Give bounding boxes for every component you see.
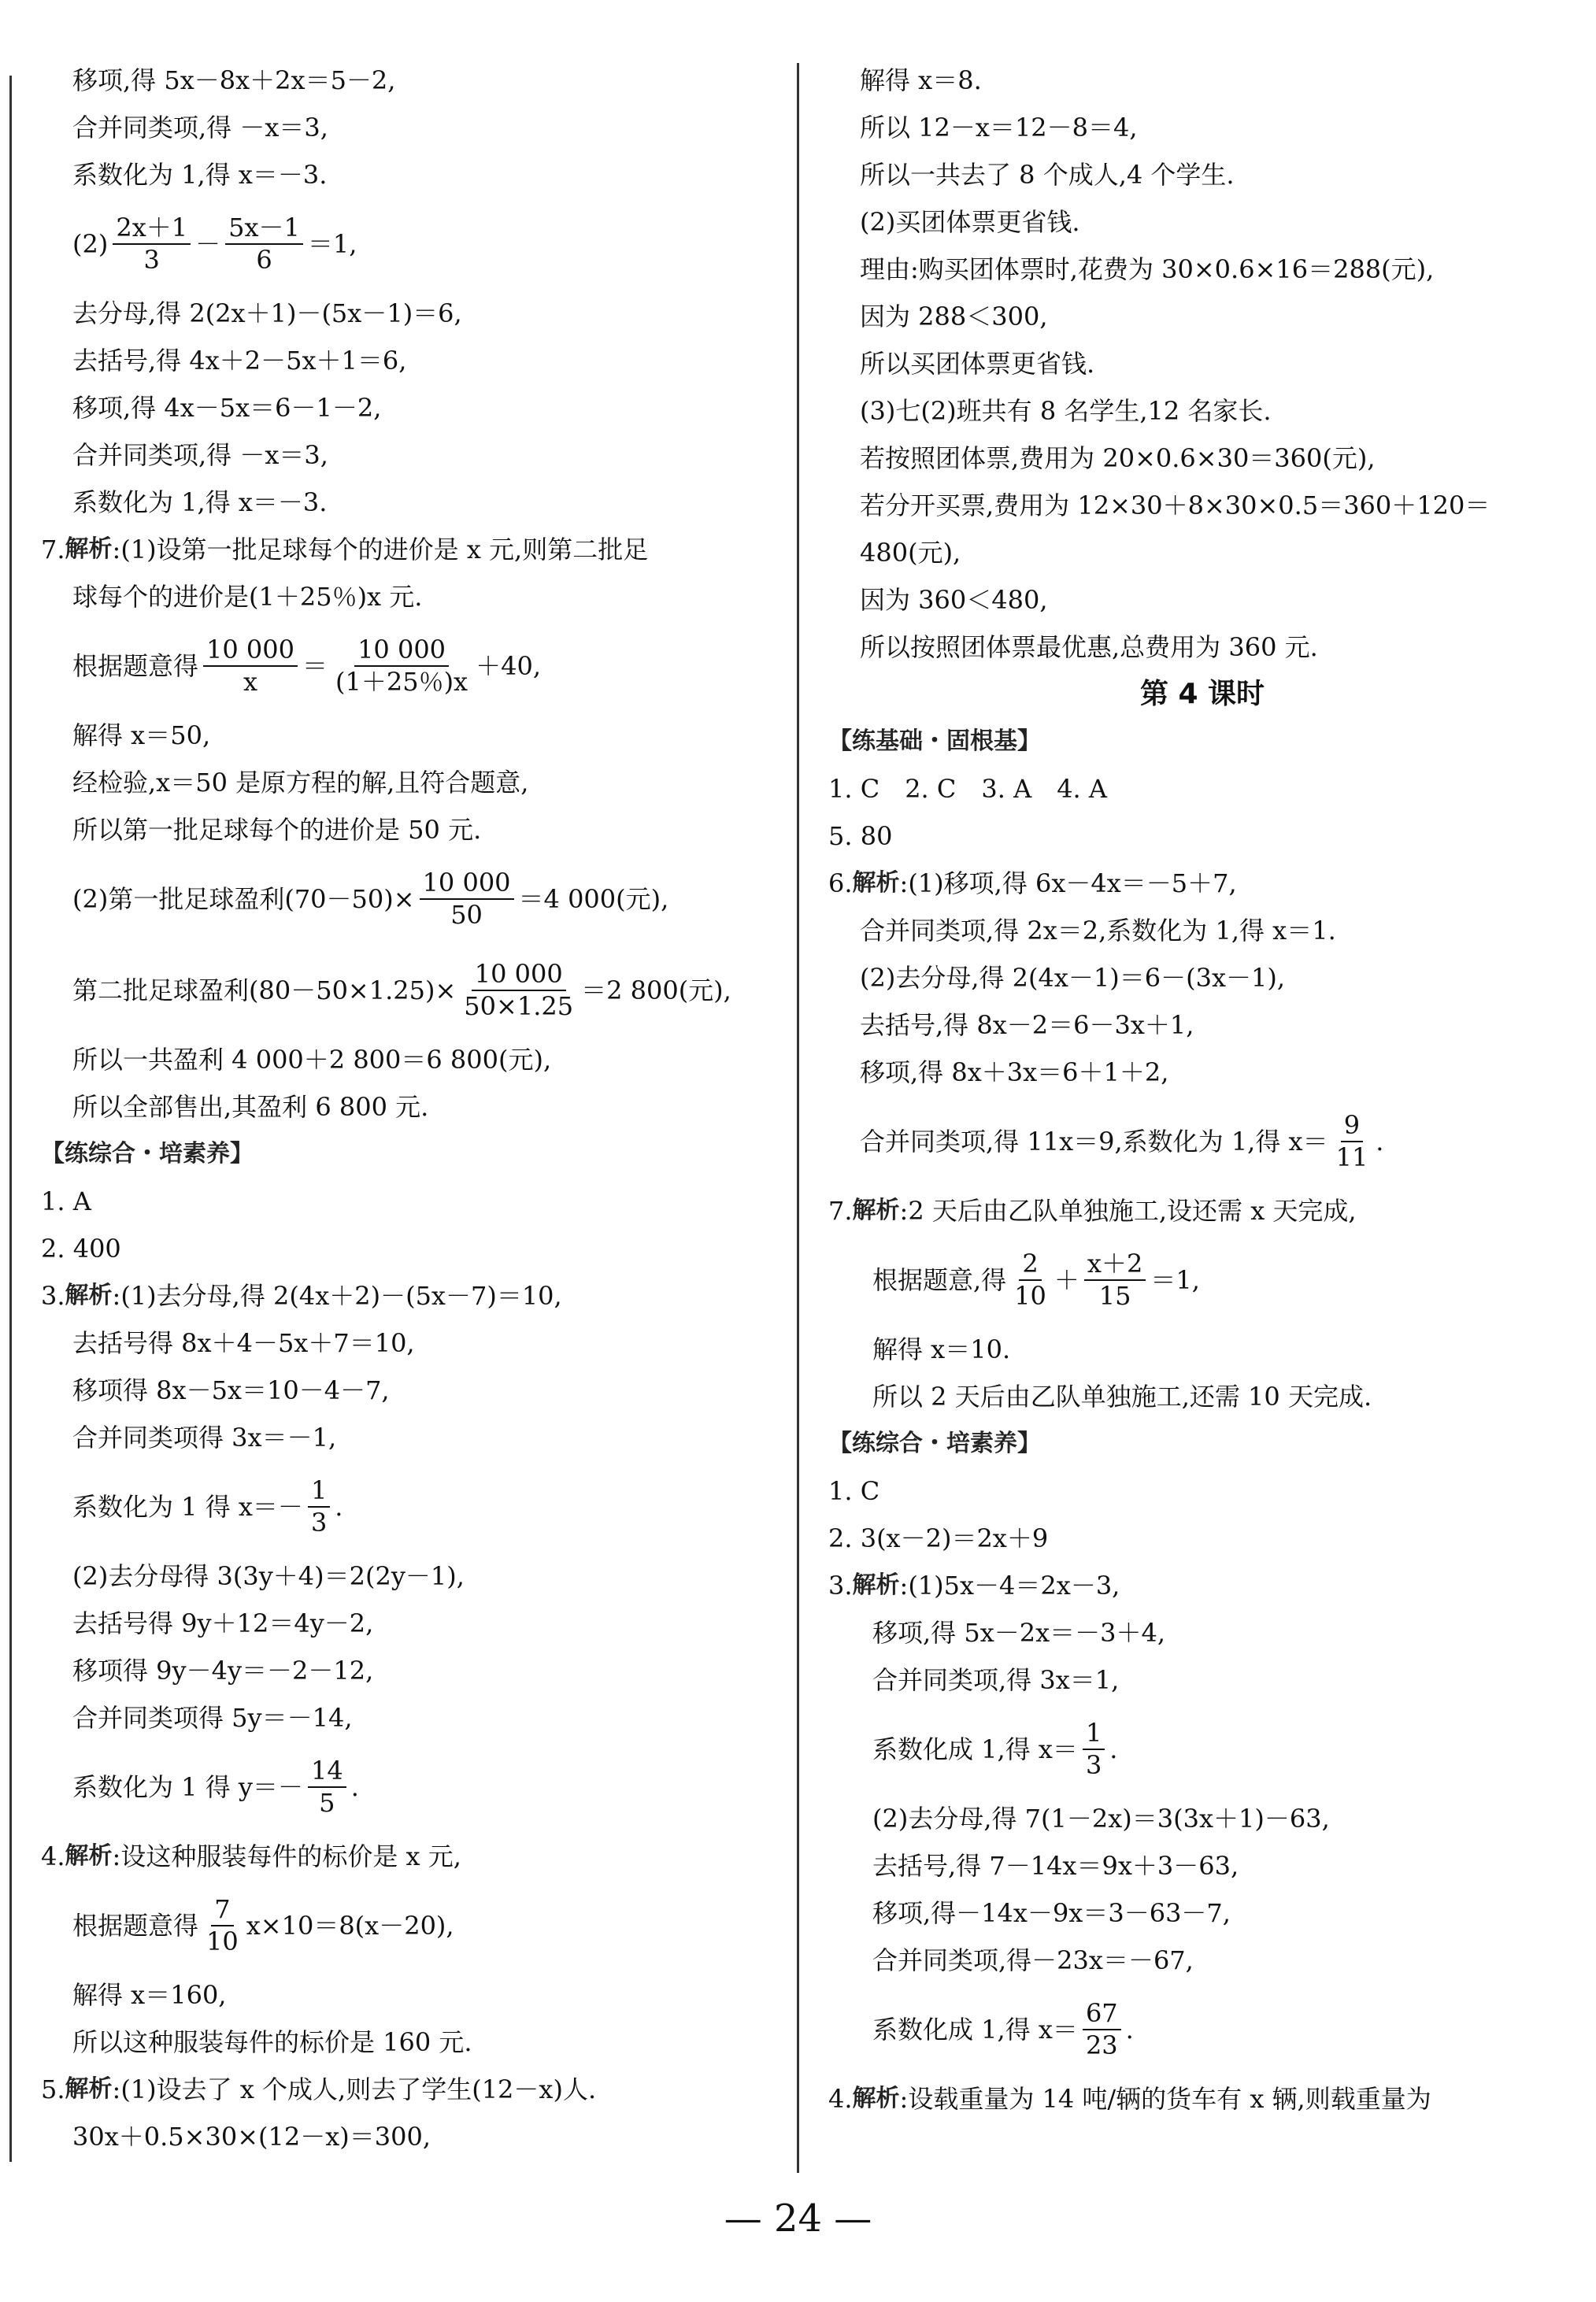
denominator: x bbox=[243, 667, 258, 697]
text-line: 合并同类项,得 －x＝3, bbox=[72, 113, 328, 142]
equation-line bbox=[828, 1096, 1576, 1187]
denominator: 10 bbox=[1014, 1281, 1046, 1311]
denominator: 3 bbox=[310, 1508, 328, 1538]
left-column bbox=[41, 57, 789, 2160]
answer-line: 1. C bbox=[828, 1476, 880, 1506]
answer-line: 1. C 2. C 3. A 4. A bbox=[828, 774, 1108, 804]
text-span: :设这种服装每件的标价是 x 元, bbox=[112, 1841, 461, 1871]
equation-line bbox=[41, 1880, 789, 1971]
section-heading bbox=[828, 718, 1576, 765]
text-span: :设载重量为 14 吨/辆的货车有 x 辆,则载重量为 bbox=[899, 2084, 1431, 2114]
text-line: 所以全部售出,其盈利 6 800 元. bbox=[72, 1092, 429, 1122]
text-span: 合并同类项,得 11x＝9,系数化为 1,得 x＝ bbox=[860, 1127, 1328, 1157]
equation-line bbox=[41, 853, 789, 945]
text-line: (2)去分母得 3(3y＋4)＝2(2y－1), bbox=[72, 1561, 465, 1591]
fraction bbox=[113, 214, 191, 274]
analysis-label: 解析 bbox=[852, 1571, 900, 1599]
denominator: 3 bbox=[1085, 1750, 1102, 1780]
text-span: 系数化为 1 得 y＝－ bbox=[72, 1772, 303, 1802]
text-line: 合并同类项,得 2x＝2,系数化为 1,得 x＝1. bbox=[860, 916, 1336, 946]
text-line: 合并同类项得 3x＝－1, bbox=[72, 1423, 337, 1453]
text-line: 球每个的进价是(1＋25％)x 元. bbox=[72, 582, 423, 612]
numerator: 10 000 bbox=[420, 869, 514, 900]
equation-line bbox=[41, 198, 789, 290]
text-line: 所以按照团体票最优惠,总费用为 360 元. bbox=[860, 632, 1318, 662]
text-line: 若分开买票,费用为 12×30＋8×30×0.5＝360＋120＝ bbox=[860, 490, 1490, 520]
text-line: (3)七(2)班共有 8 名学生,12 名家长. bbox=[860, 396, 1272, 426]
numerator: 2 bbox=[1019, 1250, 1041, 1281]
fraction bbox=[461, 960, 576, 1020]
section-heading bbox=[41, 1131, 789, 1178]
text-span: :(1)设第一批足球每个的进价是 x 元,则第二批足 bbox=[112, 535, 649, 564]
text-line: 480(元), bbox=[860, 538, 961, 568]
text-line: 所以 12－x＝12－8＝4, bbox=[860, 113, 1138, 142]
text-span: :(1)去分母,得 2(4x＋2)－(5x－7)＝10, bbox=[112, 1281, 562, 1311]
numerator: 2x＋1 bbox=[113, 214, 191, 245]
text-line: (2)买团体票更省钱. bbox=[860, 207, 1080, 237]
question-number: 7. bbox=[41, 535, 65, 564]
text-line: 若按照团体票,费用为 20×0.6×30＝360(元), bbox=[860, 443, 1376, 473]
denominator: 6 bbox=[256, 245, 272, 275]
text-span: ＝ bbox=[302, 651, 328, 681]
text-span: . bbox=[1125, 2015, 1134, 2045]
text-span: 根据题意,得 bbox=[872, 1265, 1007, 1295]
question-5 bbox=[41, 2066, 789, 2113]
text-line: 系数化为 1,得 x＝－3. bbox=[72, 160, 328, 190]
section-heading bbox=[828, 1420, 1576, 1467]
text-line: 解得 x＝160, bbox=[72, 1980, 227, 2010]
text-line: 移项,得 5x－8x＋2x＝5－2, bbox=[72, 65, 396, 95]
text-line: 移项,得 5x－2x＝－3＋4, bbox=[872, 1618, 1166, 1648]
analysis-label: 解析 bbox=[65, 1842, 113, 1870]
fraction bbox=[308, 1757, 346, 1817]
text-span: (2) bbox=[72, 229, 109, 259]
text-span: :(1)设去了 x 个成人,则去了学生(12－x)人. bbox=[112, 2074, 597, 2104]
fraction bbox=[1011, 1250, 1050, 1310]
analysis-label: 解析 bbox=[65, 535, 113, 563]
equation-line bbox=[828, 1234, 1576, 1326]
text-line: 所以第一批足球每个的进价是 50 元. bbox=[72, 815, 482, 845]
text-line: 所以一共去了 8 个成人,4 个学生. bbox=[860, 160, 1235, 190]
text-line: 系数化为 1,得 x＝－3. bbox=[72, 487, 328, 517]
denominator: 50 bbox=[450, 900, 483, 930]
text-line: 去括号得 8x＋4－5x＋7＝10, bbox=[72, 1328, 415, 1358]
fraction bbox=[1333, 1109, 1372, 1172]
text-line: 解得 x＝8. bbox=[860, 65, 982, 95]
fraction bbox=[203, 1893, 242, 1956]
analysis-label: 解析 bbox=[852, 2085, 900, 2112]
denominator: 5 bbox=[319, 1788, 335, 1818]
section-label: 【练综合・培素养】 bbox=[828, 1430, 1041, 1457]
text-span: :(1)移项,得 6x－4x＝－5＋7, bbox=[899, 868, 1237, 898]
question-3 bbox=[828, 1562, 1576, 1609]
text-line: 所以买团体票更省钱. bbox=[860, 349, 1095, 379]
left-border-line bbox=[9, 76, 12, 2162]
analysis-label: 解析 bbox=[852, 869, 900, 897]
text-line: 合并同类项,得－23x＝－67, bbox=[872, 1945, 1194, 1975]
text-line: 理由:购买团体票时,花费为 30×0.6×16＝288(元), bbox=[860, 254, 1435, 284]
analysis-label: 解析 bbox=[65, 2075, 113, 2103]
section-label: 【练综合・培素养】 bbox=[41, 1140, 254, 1168]
text-span: x×10＝8(x－20), bbox=[246, 1911, 454, 1941]
question-3 bbox=[41, 1272, 789, 1319]
lesson-heading: 第 4 课时 bbox=[1139, 678, 1265, 710]
text-line: 移项得 8x－5x＝10－4－7, bbox=[72, 1375, 390, 1405]
text-span: . bbox=[335, 1492, 343, 1522]
text-line: 合并同类项得 5y＝－14, bbox=[72, 1703, 353, 1733]
text-line: 解得 x＝50, bbox=[72, 720, 211, 750]
text-line: 所以 2 天后由乙队单独施工,还需 10 天完成. bbox=[872, 1382, 1372, 1412]
text-span: 第二批足球盈利(80－50×1.25)× bbox=[72, 975, 457, 1005]
fraction bbox=[1083, 1997, 1121, 2060]
numerator: x＋2 bbox=[1084, 1250, 1146, 1281]
numerator: 9 bbox=[1341, 1112, 1363, 1142]
text-line: 合并同类项,得 －x＝3, bbox=[72, 440, 328, 470]
text-span: 系数化成 1,得 x＝ bbox=[872, 2015, 1078, 2045]
text-line: 去括号得 9y＋12＝4y－2, bbox=[72, 1608, 374, 1638]
text-span: (2)第一批足球盈利(70－50)× bbox=[72, 884, 415, 914]
analysis-label: 解析 bbox=[65, 1282, 113, 1309]
text-span: ＝4 000(元), bbox=[518, 884, 669, 914]
text-line: 所以这种服装每件的标价是 160 元. bbox=[72, 2027, 472, 2057]
fraction bbox=[332, 636, 471, 696]
text-line: 去括号,得 8x－2＝6－3x＋1, bbox=[860, 1010, 1194, 1040]
denominator: (1＋25％)x bbox=[335, 667, 468, 697]
numerator: 67 bbox=[1083, 2000, 1121, 2030]
analysis-label: 解析 bbox=[852, 1197, 900, 1224]
equation-line bbox=[828, 1704, 1576, 1795]
denominator: 10 bbox=[206, 1926, 239, 1956]
text-line: 移项,得 8x＋3x＝6＋1＋2, bbox=[860, 1057, 1169, 1087]
text-line: 30x＋0.5×30×(12－x)＝300, bbox=[72, 2122, 431, 2152]
denominator: 23 bbox=[1085, 2030, 1118, 2060]
text-span: . bbox=[1109, 1734, 1118, 1764]
text-line: 因为 360＜480, bbox=[860, 585, 1048, 615]
text-span: :2 天后由乙队单独施工,设还需 x 天完成, bbox=[899, 1196, 1357, 1226]
section-label: 【练基础・固根基】 bbox=[828, 727, 1041, 755]
answer-line: 2. 400 bbox=[41, 1234, 121, 1264]
numerator: 7 bbox=[211, 1896, 233, 1926]
question-4 bbox=[828, 2075, 1576, 2123]
answer-line: 1. A bbox=[41, 1186, 91, 1216]
question-7 bbox=[41, 526, 789, 573]
text-span: ＝2 800(元), bbox=[581, 975, 731, 1005]
question-number: 7. bbox=[828, 1196, 853, 1226]
text-span: 根据题意得 bbox=[72, 1911, 199, 1941]
text-line: 移项得 9y－4y＝－2－12, bbox=[72, 1656, 374, 1686]
answer-line: 2. 3(x－2)＝2x＋9 bbox=[828, 1523, 1049, 1553]
fraction bbox=[1084, 1250, 1146, 1310]
text-line: (2)去分母,得 7(1－2x)＝3(3x＋1)－63, bbox=[872, 1804, 1330, 1834]
text-span: ＋ bbox=[1054, 1265, 1079, 1295]
text-span: 系数化成 1,得 x＝ bbox=[872, 1734, 1078, 1764]
numerator: 14 bbox=[308, 1757, 346, 1788]
equation-line bbox=[41, 945, 789, 1036]
text-line: 经检验,x＝50 是原方程的解,且符合题意, bbox=[72, 768, 529, 798]
question-number: 3. bbox=[41, 1281, 65, 1311]
fraction bbox=[203, 636, 298, 696]
numerator: 10 000 bbox=[203, 636, 298, 667]
text-line: 解得 x＝10. bbox=[872, 1334, 1011, 1364]
denominator: 50×1.25 bbox=[464, 991, 574, 1021]
numerator: 1 bbox=[1083, 1719, 1105, 1750]
text-line: 所以一共盈利 4 000＋2 800＝6 800(元), bbox=[72, 1045, 552, 1075]
text-span: ＝1, bbox=[307, 229, 357, 259]
question-7 bbox=[828, 1187, 1576, 1234]
numerator: 10 000 bbox=[354, 636, 449, 667]
text-span: ＋40, bbox=[476, 651, 542, 681]
column-divider bbox=[797, 63, 799, 2173]
denominator: 15 bbox=[1098, 1281, 1131, 1311]
page-number: — 24 — bbox=[724, 2197, 872, 2241]
numerator: 5x－1 bbox=[225, 214, 303, 245]
text-line: (2)去分母,得 2(4x－1)＝6－(3x－1), bbox=[860, 963, 1286, 993]
equation-line bbox=[41, 1461, 789, 1553]
denominator: 3 bbox=[143, 245, 160, 275]
text-line: 合并同类项,得 3x＝1, bbox=[872, 1665, 1120, 1695]
text-span: － bbox=[195, 229, 221, 259]
answer-line: 5. 80 bbox=[828, 821, 893, 851]
text-line: 移项,得－14x－9x＝3－63－7, bbox=[872, 1898, 1231, 1928]
question-number: 5. bbox=[41, 2074, 65, 2104]
equation-line bbox=[41, 620, 789, 712]
text-span: . bbox=[350, 1772, 359, 1802]
fraction bbox=[225, 214, 303, 274]
text-line: 去括号,得 7－14x＝9x＋3－63, bbox=[872, 1851, 1239, 1881]
fraction bbox=[420, 869, 514, 929]
text-span: . bbox=[1376, 1127, 1384, 1157]
denominator: 11 bbox=[1335, 1142, 1368, 1172]
fraction bbox=[308, 1477, 330, 1537]
question-number: 4. bbox=[41, 1841, 65, 1871]
question-4 bbox=[41, 1833, 789, 1880]
text-line: 移项,得 4x－5x＝6－1－2, bbox=[72, 393, 382, 423]
text-span: ＝1, bbox=[1150, 1265, 1200, 1295]
question-6 bbox=[828, 860, 1576, 907]
numerator: 10 000 bbox=[472, 960, 566, 991]
question-number: 3. bbox=[828, 1571, 853, 1601]
numerator: 1 bbox=[308, 1477, 330, 1508]
right-column bbox=[828, 57, 1576, 2123]
text-span: 根据题意得 bbox=[72, 651, 199, 681]
equation-line bbox=[41, 1741, 789, 1833]
text-line: 去分母,得 2(2x＋1)－(5x－1)＝6, bbox=[72, 298, 462, 328]
text-line: 因为 288＜300, bbox=[860, 302, 1048, 331]
text-span: :(1)5x－4＝2x－3, bbox=[899, 1571, 1120, 1601]
text-span: 系数化为 1 得 x＝－ bbox=[72, 1492, 303, 1522]
equation-line bbox=[828, 1984, 1576, 2075]
text-line: 去括号,得 4x＋2－5x＋1＝6, bbox=[72, 346, 407, 376]
question-number: 6. bbox=[828, 868, 853, 898]
fraction bbox=[1083, 1719, 1105, 1779]
question-number: 4. bbox=[828, 2084, 853, 2114]
